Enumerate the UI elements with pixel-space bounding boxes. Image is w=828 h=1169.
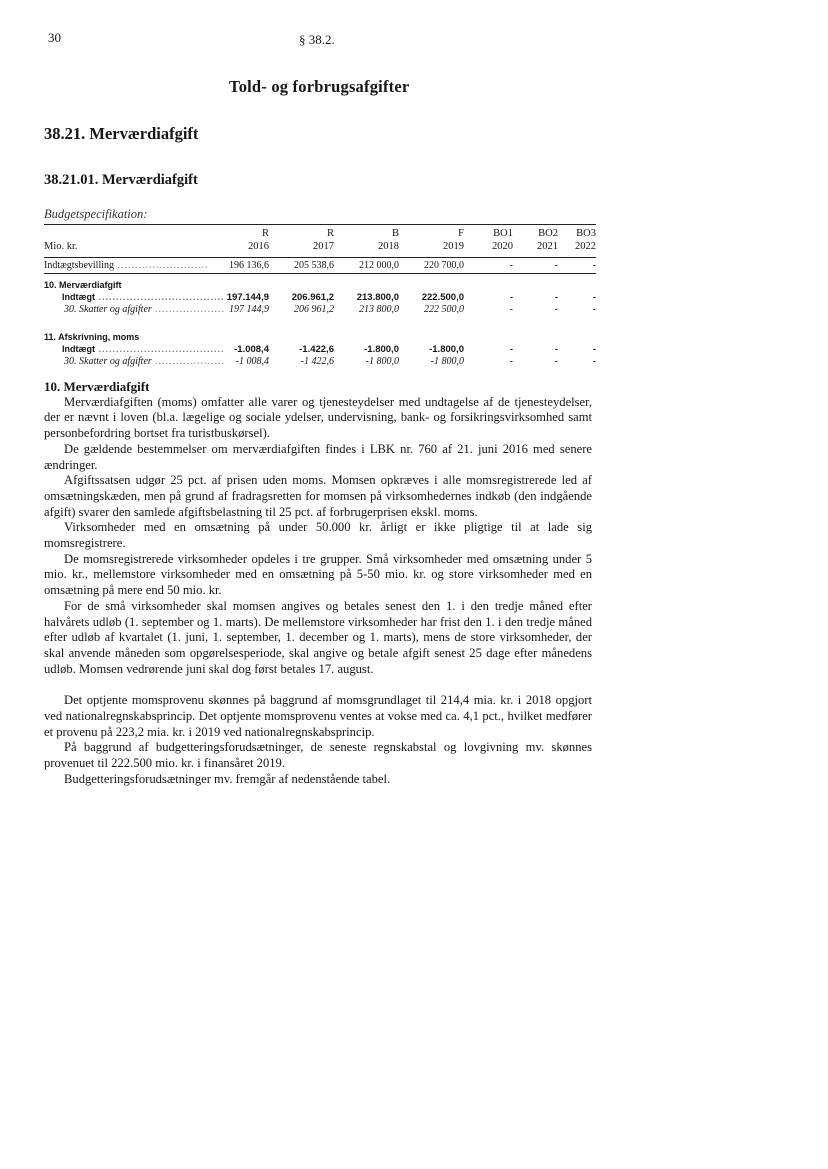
paragraph: Virksomheder med en omsætning på under 50.000 kr. årligt er ikke pligtige til at lade sig momsregistrere. bbox=[44, 520, 592, 551]
row-value: -1 800,0 bbox=[430, 356, 464, 367]
dot-leader: .......................... bbox=[114, 260, 209, 271]
column-type-header: R bbox=[326, 228, 334, 239]
budget-spec-label: Budgetspecifikation: bbox=[44, 207, 148, 221]
column-year-header: 2020 bbox=[492, 241, 513, 252]
column-year-header: 2019 bbox=[443, 241, 464, 252]
table-revenue-rule bbox=[44, 273, 596, 274]
revenue-row-label bbox=[44, 260, 209, 271]
dot-leader: .................................... bbox=[95, 292, 225, 302]
page-number: 30 bbox=[48, 30, 61, 45]
revenue-value: 220 700,0 bbox=[424, 260, 464, 271]
row-value: -1.800,0 bbox=[364, 344, 399, 355]
table-top-rule bbox=[44, 224, 596, 225]
column-year-header: 2018 bbox=[378, 241, 399, 252]
column-type-header: R bbox=[261, 228, 269, 239]
row-value: - bbox=[509, 356, 513, 367]
paragraph: De gældende bestemmelser om merværdiafgiften findes i LBK nr. 760 af 21. juni 2016 med senere ændringer. bbox=[44, 441, 592, 472]
row-value: 206 961,2 bbox=[294, 304, 334, 315]
row-value: -1 008,4 bbox=[235, 356, 269, 367]
document-title: Told- og forbrugsafgifter bbox=[229, 77, 410, 96]
table-header-rule bbox=[44, 257, 596, 258]
revenue-value: - bbox=[592, 260, 596, 271]
row-value: - bbox=[554, 344, 558, 355]
body-text bbox=[44, 379, 592, 788]
unit-label: Mio. kr. bbox=[44, 241, 78, 252]
paragraph: For de små virksomheder skal momsen angives og betales senest den 1. i den tredje måned efter halvårets udløb (1. september og 1. marts). De mellemstore virksomheder har frist den 1. i den tredje måned efter udløb af kvartalet (1. juni, 1. september, 1. december og 1. marts), mens de store virksomheder, der skal anvende måneden som opgørelsesperiode, skal angive og betale afgift senest 25 dage efter månedens udløb. Momsen vedrørende juni skal dog først betales 17. august. bbox=[44, 598, 592, 676]
paragraph: Afgiftssatsen udgør 25 pct. af prisen uden moms. Momsen opkræves i alle momsregistrerede led af omsætningskæden, men på grund af fradragsretten for momsen på virksomhedernes indkøb (den indgående afgift) svarer den samlede afgiftsbelastning til 25 pct. af forbrugerprisen ekskl. moms. bbox=[44, 473, 592, 519]
row-value: 222.500,0 bbox=[421, 292, 464, 303]
subsection-heading: 38.21.01. Merværdiafgift bbox=[44, 172, 198, 188]
dot-leader: .................... bbox=[151, 356, 226, 367]
column-type-header: BO3 bbox=[576, 228, 596, 239]
revenue-value: 205 538,6 bbox=[294, 260, 334, 271]
group-title bbox=[44, 280, 122, 290]
row-value: -1.422,6 bbox=[299, 344, 334, 355]
column-year-header: 2021 bbox=[537, 241, 558, 252]
row-value: - bbox=[509, 292, 513, 303]
paragraph: På baggrund af budgetteringsforudsætninger, de seneste regnskabstal og lovgivning mv. skønnes provenuet til 222.500 mio. kr. i finansåret 2019. bbox=[44, 740, 592, 771]
row-value: 213.800,0 bbox=[356, 292, 399, 303]
column-year-header: 2022 bbox=[575, 241, 596, 252]
paragraph: De momsregistrerede virksomheder opdeles i tre grupper. Små virksomheder med omsætning under 5 mio. kr., mellemstore virksomheder med en omsætning på 5-50 mio. kr. og store virksomheder med en omsætning på mere end 50 mio. kr. bbox=[44, 551, 592, 598]
dot-leader: .................... bbox=[151, 304, 226, 315]
row-label-text: Indtægt bbox=[62, 292, 95, 302]
section-heading: 38.21. Merværdiafgift bbox=[44, 124, 199, 143]
row-value: - bbox=[509, 304, 513, 315]
row-label-text: Indtægt bbox=[62, 344, 95, 354]
row-label bbox=[64, 304, 225, 315]
dot-leader: .................................... bbox=[95, 344, 225, 354]
paragraph: Budgetteringsforudsætninger mv. fremgår af nedenstående tabel. bbox=[64, 771, 391, 786]
section-reference: § 38.2. bbox=[299, 32, 335, 47]
row-value: 206.961,2 bbox=[291, 292, 334, 303]
paragraph: Merværdiafgiften (moms) omfatter alle varer og tjenesteydelser med undtagelse af de tjenesteydelser, der er nævnt i loven (bl.a. lægelige og sociale ydelser, undervisning, bank- og forsikringsvirksomhed samt personbefordring bortset fra turistbuskørsel). bbox=[44, 394, 592, 441]
row-value: -1.008,4 bbox=[234, 344, 269, 355]
text-heading: 10. Merværdiafgift bbox=[44, 379, 150, 394]
group-title bbox=[44, 332, 139, 342]
column-year-header: 2016 bbox=[248, 241, 269, 252]
row-value: -1 422,6 bbox=[300, 356, 334, 367]
revenue-value: - bbox=[509, 260, 513, 271]
revenue-value: 196 136,6 bbox=[229, 260, 269, 271]
row-value: - bbox=[509, 344, 513, 355]
row-value: - bbox=[592, 304, 596, 315]
revenue-value: - bbox=[554, 260, 558, 271]
row-value: - bbox=[592, 344, 596, 355]
row-value: - bbox=[592, 292, 596, 303]
row-value: 197 144,9 bbox=[229, 304, 269, 315]
row-value: - bbox=[554, 292, 558, 303]
paragraph: Det optjente momsprovenu skønnes på baggrund af momsgrundlaget til 214,4 mia. kr. i 2018 opgjort ved nationalregnskabsprincip. Det optjente momsprovenu ventes at vokse med ca. 4,1 pct., hvilket medfører et provenu på 223,2 mia. kr. i 2019 ved nationalregnskabsprincip. bbox=[44, 693, 592, 739]
row-value: - bbox=[554, 304, 558, 315]
row-value: - bbox=[592, 356, 596, 367]
row-label bbox=[62, 292, 225, 302]
row-value: 213 800,0 bbox=[359, 304, 399, 315]
row-value: 222 500,0 bbox=[424, 304, 464, 315]
row-value: 197.144,9 bbox=[226, 292, 269, 303]
group-title-text: 10. Merværdiafgift bbox=[44, 280, 122, 290]
row-label bbox=[62, 344, 225, 354]
row-label-text: 30. Skatter og afgifter bbox=[64, 356, 152, 367]
revenue-value: 212 000,0 bbox=[359, 260, 399, 271]
column-type-header: BO1 bbox=[493, 228, 513, 239]
group-title-text: 11. Afskrivning, moms bbox=[44, 332, 140, 342]
revenue-row-label-text: Indtægtsbevilling bbox=[44, 260, 114, 271]
row-value: - bbox=[554, 356, 558, 367]
row-value: -1 800,0 bbox=[365, 356, 399, 367]
column-type-header: F bbox=[458, 228, 464, 239]
column-year-header: 2017 bbox=[313, 241, 334, 252]
column-type-header: B bbox=[391, 228, 399, 239]
row-label bbox=[64, 356, 225, 367]
column-type-header: BO2 bbox=[538, 228, 558, 239]
row-value: -1.800,0 bbox=[429, 344, 464, 355]
row-label-text: 30. Skatter og afgifter bbox=[64, 304, 152, 315]
